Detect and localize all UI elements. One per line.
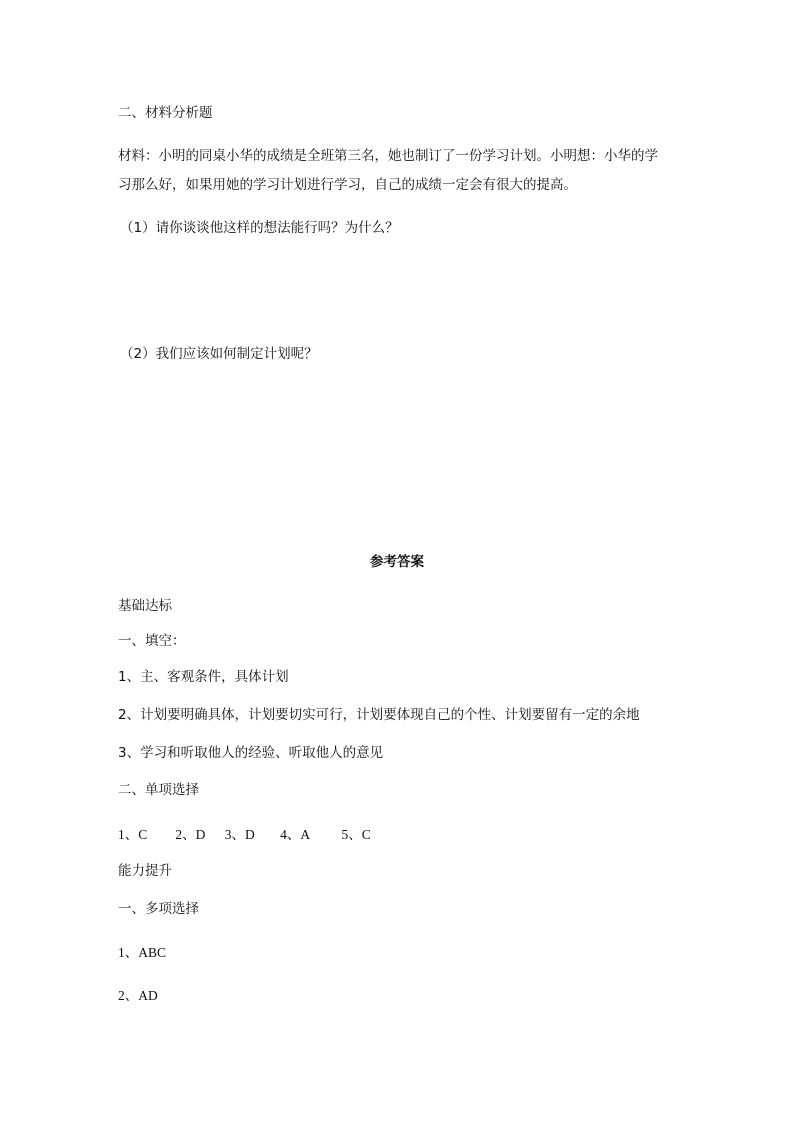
fill-item-2: 2、计划要明确具体，计划要切实可行，计划要体现自己的个性、计划要留有一定的余地 (118, 707, 640, 723)
fill-item-3: 3、学习和听取他人的经验、听取他人的意见 (118, 745, 384, 761)
multi-heading: 一、多项选择 (118, 901, 199, 917)
single-answer: 4、A (280, 827, 311, 842)
multi-item-1: 1、ABC (118, 945, 167, 960)
multi-item-2: 2、AD (118, 988, 158, 1003)
question-1: （1）请你谈谈他这样的想法能行吗？为什么？ (120, 220, 399, 236)
ability-heading: 能力提升 (118, 863, 172, 879)
single-answers-row (118, 826, 371, 844)
basic-heading: 基础达标 (118, 598, 172, 614)
fill-item-1: 1、主、客观条件，具体计划 (118, 669, 289, 685)
section2-heading: 二、材料分析题 (118, 105, 213, 121)
question-2: （2）我们应该如何制定计划呢？ (120, 346, 318, 362)
single-answer: 2、D (175, 827, 206, 842)
single-heading: 二、单项选择 (118, 782, 199, 798)
material-line-2: 习那么好，如果用她的学习计划进行学习，自己的成绩一定会有很大的提高。 (118, 177, 577, 193)
fill-heading: 一、填空： (118, 633, 186, 649)
answers-title: 参考答案 (370, 554, 424, 570)
single-answer: 3、D (224, 827, 255, 842)
material-line-1: 材料：小明的同桌小华的成绩是全班第三名，她也制订了一份学习计划。小明想：小华的学 (118, 148, 658, 164)
single-answer: 5、C (341, 827, 371, 842)
single-answer: 1、C (118, 827, 148, 842)
